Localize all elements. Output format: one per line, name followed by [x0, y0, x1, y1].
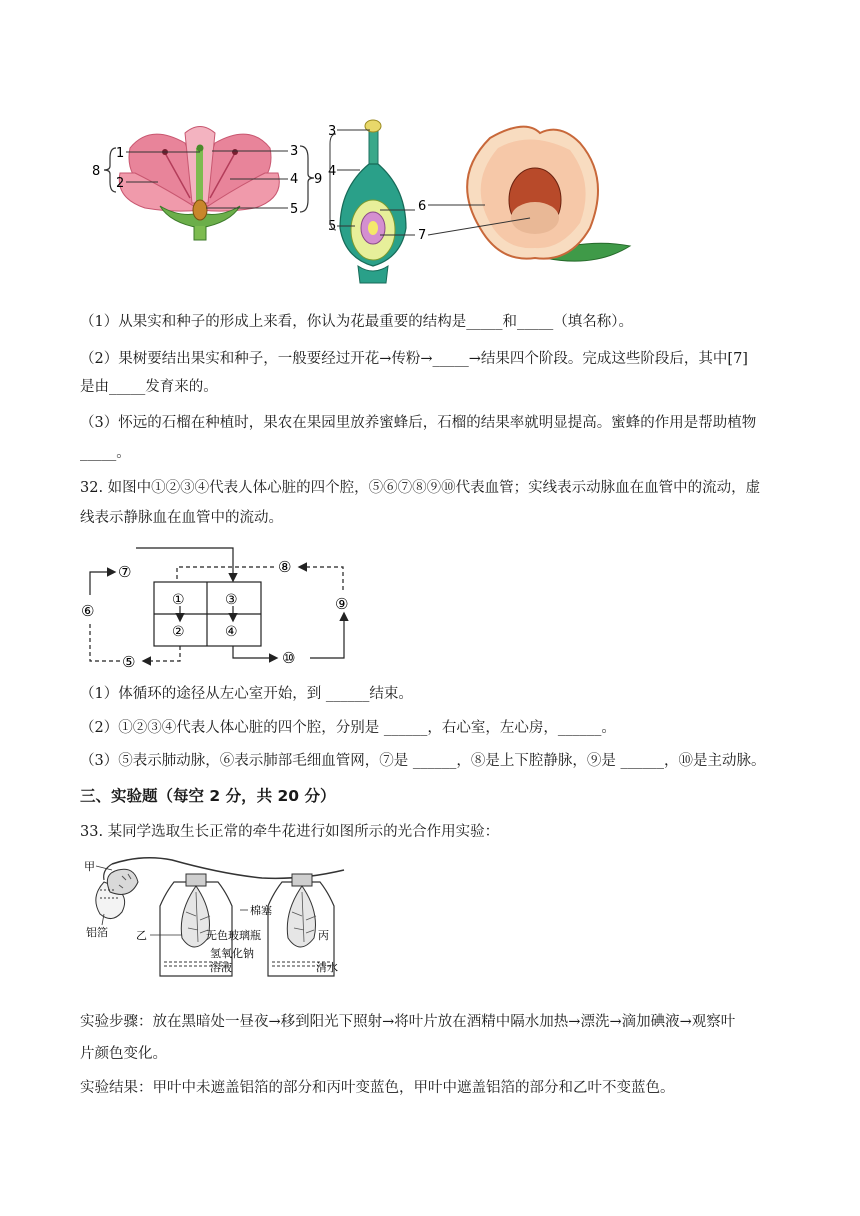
- vessel-10: ⑩: [282, 649, 296, 667]
- label-pistil-3: 3: [328, 124, 337, 139]
- q31-part2-line1: （2）果树要结出果实和种子，一般要经过开花→传粉→_____→结果四个阶段。完成这些阶段后，其中[7]: [80, 351, 748, 367]
- label-bottle: 无色玻璃瓶: [206, 929, 261, 942]
- q33-steps-line2: 片颜色变化。: [80, 1046, 167, 1062]
- q33-steps-line1: 实验步骤：放在黑暗处一昼夜→移到阳光下照射→将叶片放在酒精中隔水加热→漂洗→滴加碘液→观察叶: [80, 1014, 736, 1030]
- label-9: 9: [314, 172, 323, 187]
- label-1: 1: [116, 146, 125, 161]
- label-3: 3: [290, 144, 299, 159]
- label-5: 5: [290, 202, 299, 217]
- chamber-2: ②: [172, 624, 185, 640]
- label-bing: 丙: [318, 929, 329, 942]
- label-pistil-5: 5: [328, 219, 337, 234]
- chamber-4: ④: [225, 624, 238, 640]
- label-jia: 甲: [84, 860, 95, 873]
- label-foil: 铝箔: [86, 926, 108, 939]
- q32-part1: （1）体循环的途径从左心室开始，到 ______结束。: [80, 686, 413, 702]
- fruit-illustration: [467, 127, 630, 262]
- flower-structure-figure: [90, 118, 640, 290]
- section-heading: 三、实验题（每空 2 分，共 20 分）: [80, 787, 336, 805]
- q32-part3: （3）⑤表示肺动脉，⑥表示肺部毛细血管网，⑦是 ______，⑧是上下腔静脉，⑨是 ______，⑩是主动脉。: [80, 753, 766, 769]
- vessel-9: ⑨: [335, 595, 349, 613]
- label-naoh-line2: 溶液: [210, 961, 232, 974]
- q32-part2: （2）①②③④代表人体心脏的四个腔，分别是 ______，右心室，左心房，______。: [80, 720, 616, 736]
- vessel-7: ⑦: [118, 563, 132, 581]
- label-yi: 乙: [136, 929, 147, 942]
- q31-part1: （1）从果实和种子的形成上来看，你认为花最重要的结构是_____和_____（填名称）。: [80, 314, 633, 330]
- q32-stem-line1: 32. 如图中①②③④代表人体心脏的四个腔，⑤⑥⑦⑧⑨⑩代表血管；实线表示动脉血在血管中的流动，虚: [80, 480, 761, 496]
- label-cotton: 棉塞: [250, 904, 272, 917]
- q33-result: 实验结果：甲叶中未遮盖铝箔的部分和丙叶变蓝色，甲叶中遮盖铝箔的部分和乙叶不变蓝色。: [80, 1080, 675, 1096]
- label-naoh-line1: 氢氧化钠: [210, 947, 254, 960]
- label-water: 清水: [316, 961, 338, 974]
- q31-part2-line2: 是由_____发育来的。: [80, 379, 218, 395]
- vessel-8: ⑧: [278, 558, 292, 576]
- label-2: 2: [116, 176, 125, 191]
- q32-stem-line2: 线表示静脉血在血管中的流动。: [80, 510, 283, 526]
- vessel-5: ⑤: [122, 653, 136, 671]
- label-pistil-4: 4: [328, 164, 337, 179]
- q31-part3-line1: （3）怀远的石榴在种植时，果农在果园里放养蜜蜂后，石榴的结果率就明显提高。蜜蜂的作用是帮助植物: [80, 415, 757, 431]
- label-6: 6: [418, 199, 427, 214]
- flower-illustration: [119, 127, 279, 241]
- chamber-1: ①: [172, 592, 185, 608]
- pistil-illustration: [340, 120, 406, 283]
- photosynthesis-experiment-figure: [82, 852, 352, 986]
- q33-stem: 33. 某同学选取生长正常的牵牛花进行如图所示的光合作用实验：: [80, 824, 500, 840]
- q31-part3-line2: _____。: [80, 445, 131, 461]
- label-8: 8: [92, 164, 101, 179]
- label-7: 7: [418, 228, 427, 243]
- heart-circulation-diagram: [78, 540, 368, 675]
- vessel-6: ⑥: [81, 602, 95, 620]
- chamber-3: ③: [225, 592, 238, 608]
- label-4: 4: [290, 172, 299, 187]
